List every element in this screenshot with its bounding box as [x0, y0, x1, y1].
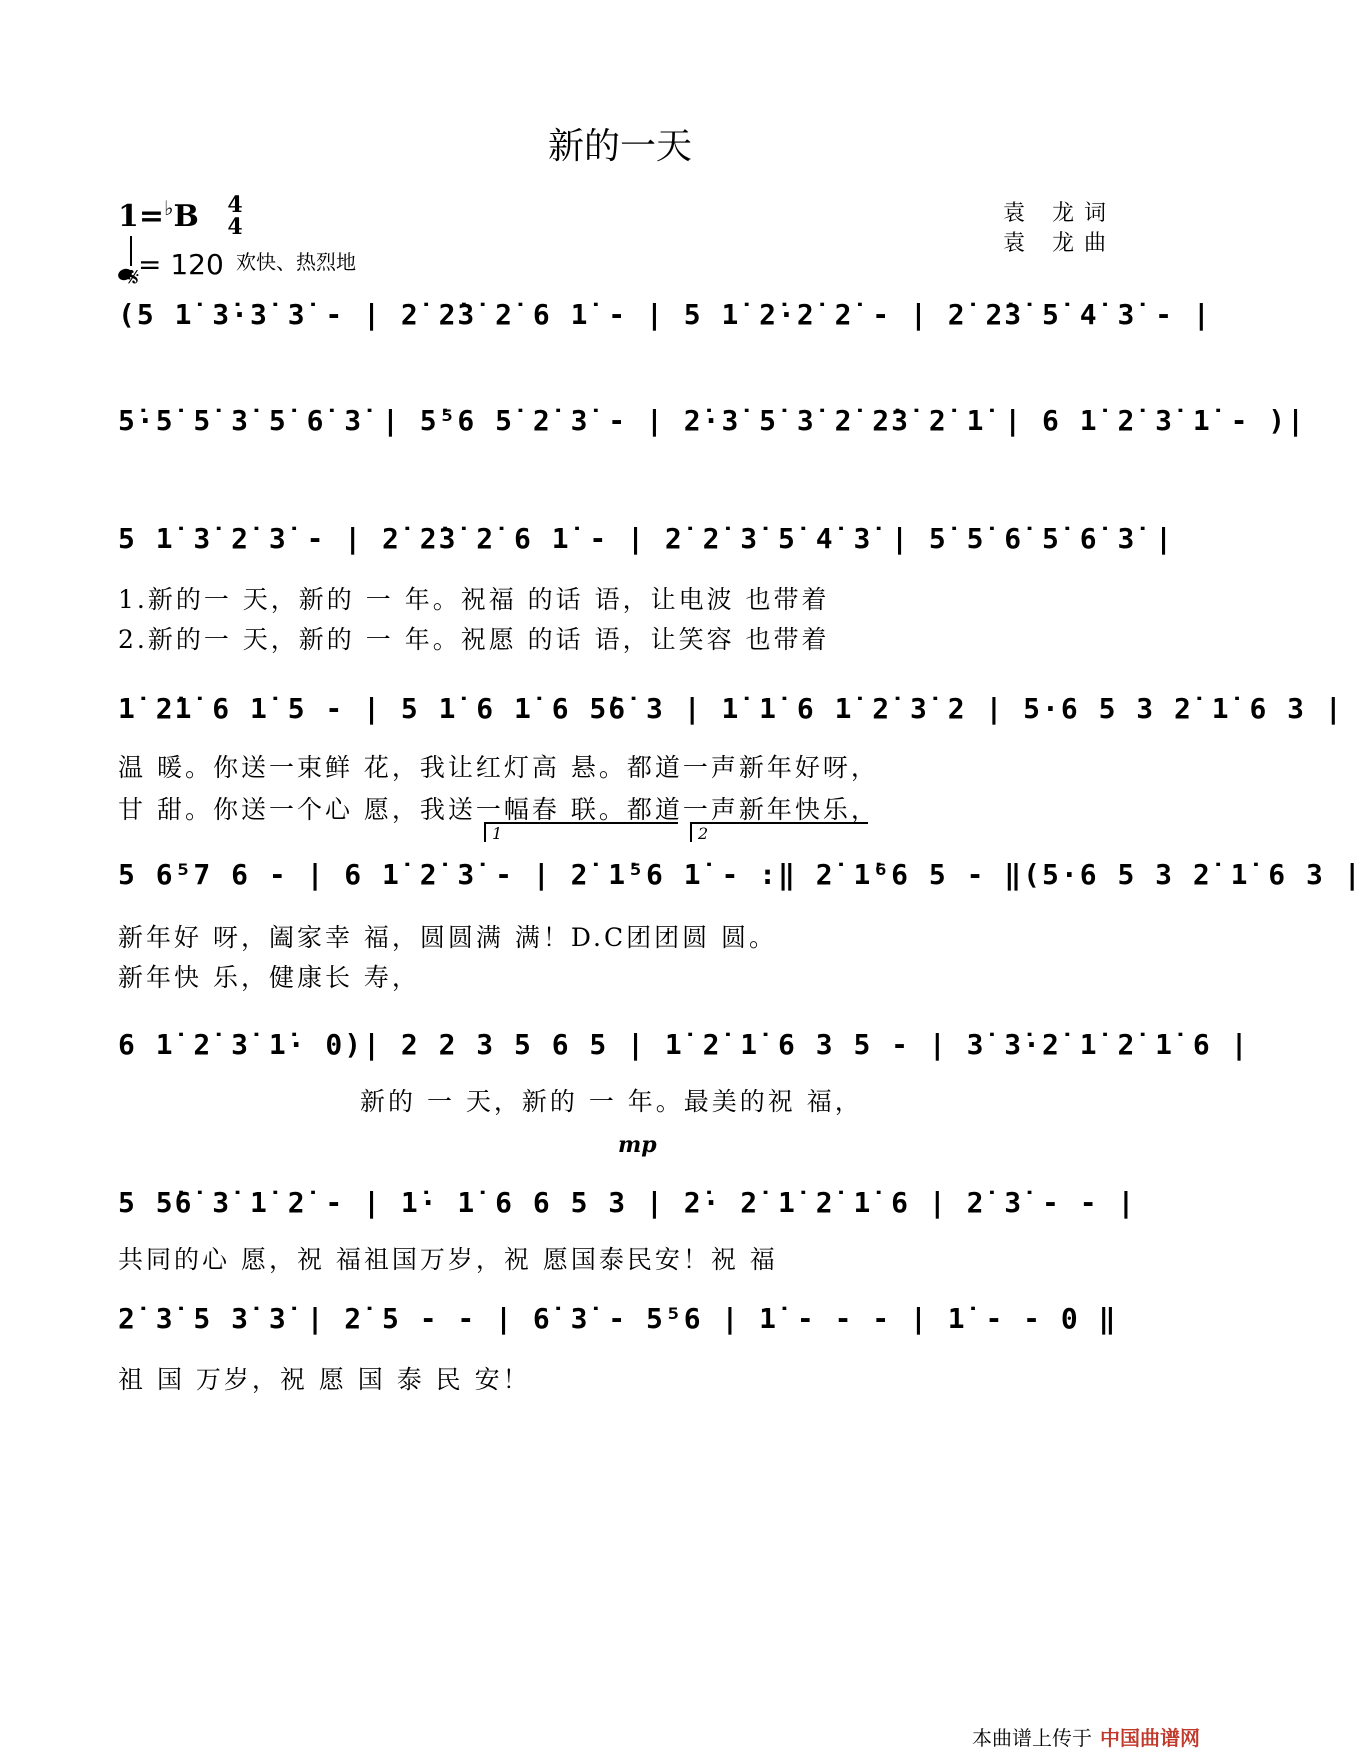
- tempo-description: 欢快、热烈地: [236, 250, 356, 274]
- lyric-line: 祖 国 万岁，祝 愿 国 泰 民 安！: [118, 1365, 531, 1394]
- staff-row-3: 5 1̇ 3̇ 2̇ 3̇ - | 2̇ 2̇3̇ 2̇ 6 1̇ - | 2̇ 2̇ 3̇ 5̇ 4̇ 3̇ | 5̇ 5̇ 6̇ 5̇ 6̇ 3̇ |: [118, 522, 1175, 555]
- lyric-line: 2.新的一 天，新的 一 年。祝愿 的话 语，让笑容 也带着: [118, 625, 830, 654]
- footer: [972, 1722, 1200, 1754]
- composer-credit: 袁 龙曲: [1003, 231, 1116, 256]
- lyric-line: 新年快 乐，健康长 寿，: [118, 963, 420, 992]
- tempo-marking: = 120: [118, 244, 224, 281]
- note-stem: [130, 236, 132, 266]
- footer-text: 本曲谱上传于: [972, 1726, 1092, 1750]
- lyricist-credit: 袁 龙词: [1003, 201, 1116, 226]
- segno-icon: 𝄋: [128, 263, 140, 293]
- staff-row-7: 5 5̇6̇ 3̇ 1̇ 2̇ - | 1̇· 1̇ 6 6 5 3 | 2̇· 2̇ 1̇ 2̇ 1̇ 6 | 2̇ 3̇ - - |: [118, 1186, 1137, 1219]
- lyric-line: 新年好 呀，阖家幸 福，圆圆满 满！D.C团团圆 圆。: [118, 923, 778, 952]
- staff-row-2: 5̇·5̇ 5̇ 3̇ 5̇ 6̇ 3̇ | 5̇⁵6 5̇ 2̇ 3̇ - | 2̇·3̇ 5̇ 3̇ 2̇ 2̇3̇ 2̇ 1̇ | 6 1̇ 2̇ 3̇ 1̇ - )|: [118, 404, 1307, 437]
- key-signature: 1=♭B: [118, 196, 199, 234]
- site-logo[interactable]: 中国曲谱网: [1100, 1726, 1200, 1750]
- staff-row-8: 2̇ 3̇ 5 3̇ 3̇ | 2̇ 5 - - | 6̇ 3̇ - 5⁵6 | 1̇ - - - | 1̇ - - 0 ‖: [118, 1302, 1118, 1335]
- lyric-line: 共同的心 愿，祝 福祖国万岁，祝 愿国泰民安！祝 福: [118, 1245, 778, 1274]
- lyric-line: 温 暖。你送一束鲜 花，我让红灯高 悬。都道一声新年好呀，: [118, 753, 879, 782]
- dynamic-marking: mp: [618, 1132, 657, 1158]
- staff-row-1: (5 1̇ 3̇·3̇ 3̇ - | 2̇ 2̇3̇ 2̇ 6 1̇ - | 5 1̇ 2̇·2̇ 2̇ - | 2̇ 2̇3̇ 5̇ 4̇ 3̇ - |: [118, 298, 1212, 331]
- lyric-line: 新的 一 天，新的 一 年。最美的祝 福，: [360, 1087, 863, 1116]
- staff-row-6: 6 1̇ 2̇ 3̇ 1̇· 0)| 2 2 3 5 6 5 | 1̇ 2̇ 1̇ 6 3 5 - | 3̇ 3̇·2̇ 1̇ 2̇ 1̇ 6 |: [118, 1028, 1250, 1061]
- time-signature: 4 4: [227, 192, 243, 240]
- song-title: 新的一天: [547, 126, 692, 167]
- lyric-line: 甘 甜。你送一个心 愿，我送一幅春 联。都道一声新年快乐，: [118, 795, 879, 824]
- volta-1: 1: [484, 822, 678, 842]
- volta-2: 2: [690, 822, 868, 842]
- staff-row-4: 1̇ 2̇1̇ 6 1̇ 5 - | 5 1̇ 6 1̇ 6 5̇6̇ 3 | 1̇ 1̇ 6 1̇ 2̇ 3̇ 2 | 5·6 5 3 2̇ 1̇ 6 3 |: [118, 692, 1344, 725]
- lyric-line: 1.新的一 天，新的 一 年。祝福 的话 语，让电波 也带着: [118, 585, 830, 614]
- staff-row-5: 5 6⁵7 6 - | 6 1̇ 2̇ 3̇ - | 2̇ 1̇⁵6 1̇ - :‖ 2̇ 1̇⁶6 5 - ‖(5·6 5 3 2̇ 1̇ 6 3 |: [118, 858, 1363, 891]
